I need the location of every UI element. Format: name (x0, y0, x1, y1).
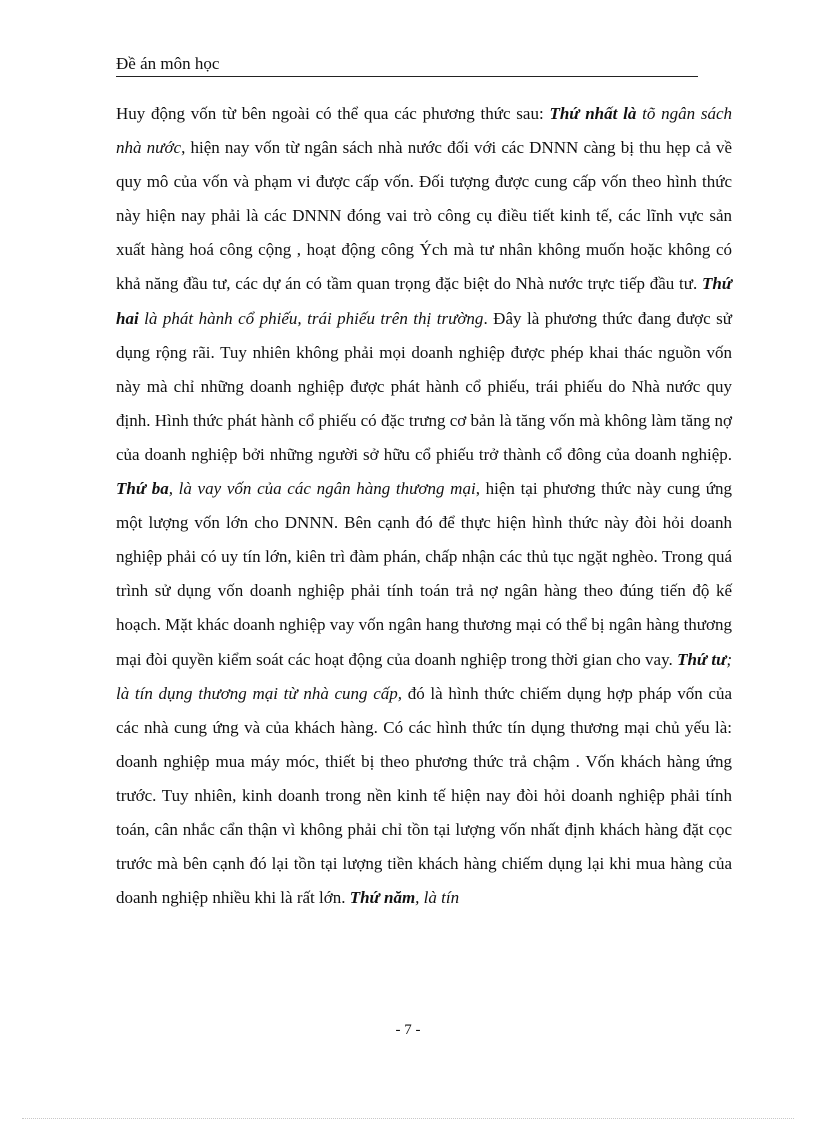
text-run: , hiện nay vốn từ ngân sách nhà nước đối với các DNNN càng bị thu hẹp cả về quy mô của vốn và phạm vi được cấp vốn. Đối tượng được cung cấp vốn theo hình thức này hiện nay phải là các DNNN đóng vai trò công cụ điều tiết kinh tế, các lĩnh vực sản xuất hàng hoá công cộng , hoạt động công Ých mà tư nhân không muốn hoặc không có khả năng đầu tư, các dự án có tầm quan trọng đặc biệt do Nhà nước trực tiếp đầu tư. (116, 138, 732, 294)
text-run: Huy động vốn từ bên ngoài có thể qua các phương thức sau: (116, 104, 550, 123)
italic-run: ; là tín dụng thương mại từ nhà cung cấp, (116, 649, 732, 703)
paragraph (116, 97, 732, 915)
text-run: , hiện tại phương thức này cung ứng một lượng vốn lớn cho DNNN. Bên cạnh đó để thực hiện hình thức này đòi hỏi doanh nghiệp phải có uy tín lớn, kiên trì đàm phán, chấp nhận các thủ tục ngặt nghèo. Trong quá trình sử dụng vốn doanh nghiệp phải tính toán trả nợ ngân hàng theo đúng tiến độ kế hoạch. Mặt khác doanh nghiệp vay vốn ngân hang thương mại có thể bị ngân hàng thương mại đòi quyền kiểm soát các hoạt động của doanh nghiệp trong thời gian cho vay. (116, 479, 732, 669)
italic-run: , là vay vốn của các ngân hàng thương mại (168, 479, 476, 499)
emphasis-first: Thứ nhất là (549, 104, 637, 123)
header-title: Đề án môn học (116, 54, 220, 73)
italic-run: là phát hành cổ phiếu, trái phiếu trên thị trường (138, 308, 484, 328)
emphasis-second: Thứ hai (116, 274, 732, 328)
italic-run: tõ ngân sách nhà nước (116, 104, 732, 158)
italic-run: , là tín (415, 888, 460, 908)
text-run: đó là hình thức chiếm dụng hợp pháp vốn của các nhà cung ứng và của khách hàng. Có các hình thức tín dụng thương mại chủ yếu là: doanh nghiệp mua máy móc, thiết bị theo phương thức trả chậm . Vốn khách hàng ứng trước. Tuy nhiên, kinh doanh trong nền kinh tế hiện nay đòi hỏi doanh nghiệp phải tính toán, cân nhắc cẩn thận vì không phải chỉ tồn tại lượng vốn nhất định khách hàng đặt cọc trước mà bên cạnh đó lại tồn tại lượng tiền khách hàng chiếm dụng lại khi mua hàng của doanh nghiệp nhiều khi là rất lớn. (116, 683, 733, 908)
emphasis-third: Thứ ba (116, 479, 169, 499)
page-bottom-divider (22, 1118, 794, 1119)
emphasis-fourth: Thứ tư (677, 649, 727, 669)
page-number: - 7 - (395, 1022, 421, 1038)
body-text (116, 97, 732, 915)
emphasis-fifth: Thứ năm (349, 888, 416, 908)
text-run: . Đây là phương thức đang được sử dụng rộng rãi. Tuy nhiên không phải mọi doanh nghiệp được phép khai thác nguồn vốn này mà chỉ những doanh nghiệp được phát hành cổ phiếu, trái phiếu do Nhà nước quy định. Hình thức phát hành cổ phiếu có đặc trưng cơ bản là tăng vốn mà không làm tăng nợ của doanh nghiệp bởi những người sở hữu cổ phiếu trở thành cổ đông của doanh nghiệp. (116, 308, 733, 464)
page-header (116, 54, 698, 77)
